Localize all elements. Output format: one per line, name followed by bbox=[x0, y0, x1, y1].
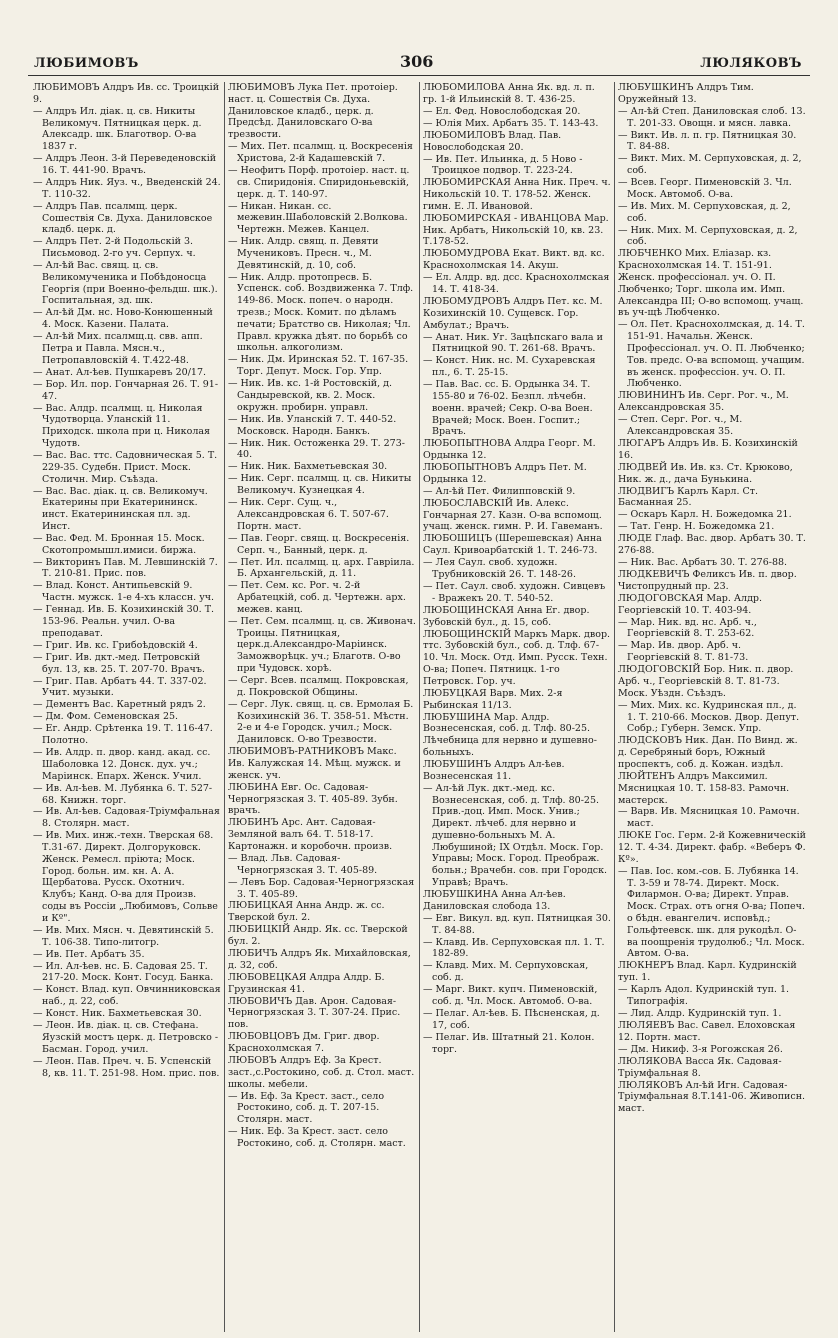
directory-entry: — Ив. Алдр. п. двор. канд. акад. сс. Шаболовка 12. Донск. дух. уч.; Маріинск. Епарх. Женск. Учил. bbox=[33, 747, 211, 782]
directory-entry: — Алдръ Леон. 3-й Переведеновскій 16. Т. 441-90. Врачъ. bbox=[33, 153, 217, 176]
directory-entry: — Евг. Викул. вд. куп. Пятницкая 30. Т. 84-88. bbox=[423, 912, 611, 936]
directory-entry: — Вас. Вас. діак. ц. св. Великомуч. Екатерины при Екатерининск. инст. Екатерининская пл. зд. Инст. bbox=[33, 485, 208, 532]
directory-entry: — Геннад. Ив. Б. Козихинскій 30. Т. 153-96. Реальн. учил. О-ва преподават. bbox=[33, 604, 215, 639]
directory-entry: ЛЮБОМУДРОВА Екат. Викт. вд. кс. Краснохолмская 14. Акуш. bbox=[423, 248, 605, 272]
directory-entry: — Бор. Ил. пор. Гончарная 26. Т. 91-47. bbox=[33, 378, 219, 402]
directory-entry: ЛЮБУШКИНА Анна Ал-ѣев. Даниловская слобода 13. bbox=[423, 889, 566, 912]
directory-entry: ЛЮБОМУДРОВЪ Алдръ Пет. кс. М. Козихинскій 10. Сущевск. Гор. Амбулат.; Врачъ. bbox=[423, 296, 603, 331]
directory-entry: — Пет. Сем. псалмщ. ц. св. Живонач. Троицы. Пятницкая, церк.д.Александро-Маріинск. Заможворѣцк. уч.; Благотв. О-во при Чудовск. хорѣ. bbox=[228, 615, 416, 675]
directory-entry: — Викторинъ Пав. М. Левшинскій 7. Т. 210-81. Прис. пов. bbox=[33, 556, 218, 580]
directory-entry: — Ник. Ив. Уланскій 7. Т. 440-52. Московск. Народн. Банкъ. bbox=[228, 413, 397, 437]
directory-entry: — Неофитъ Порф. протоіер. наст. ц. св. Спиридонія. Спиридоньевскій, церк. д. Т. 140-97. bbox=[228, 164, 410, 200]
directory-entry: ЛЮДСКОВЪ Ник. Дан. По Винд. ж. д. Серебряный боръ, Южный проспектъ, соб. д. Кожан. издѣл. bbox=[618, 735, 798, 770]
directory-entry: — Ал-ѣй Лук. дкт.-мед. кс. Вознесенская, соб. д. Тлф. 80-25. Прив.-доц. Имп. Моск. Унив.; Директ. лѣчеб. для нервно и душевно-больныхъ М. А. Любушиной; IX Отдѣл. Моск. Гор. Управы; Моск. Город. Преображ. больн.; Врачебн. сов. при Городск. Управѣ; Врачъ. bbox=[423, 782, 608, 889]
directory-entry: — Ник. Ник. Бахметьевская 30. bbox=[228, 461, 388, 473]
directory-entry: — Викт. Ив. л. п. гр. Пятницкая 30. Т. 84-88. bbox=[618, 129, 797, 153]
header-last-name: ЛЮЛЯКОВЪ bbox=[700, 56, 802, 71]
directory-entry: ЛЮБУШКИНЪ Алдръ Тим. Оружейный 13. bbox=[618, 82, 754, 105]
directory-entry: — Ел. Фед. Новослободская 20. bbox=[423, 105, 581, 117]
directory-entry: — Ник. Алдр. свящ. п. Девяти Мучениковъ. Пресн. ч., М. Девятинскій, д. 10, соб. bbox=[228, 236, 379, 271]
directory-entry: — Марг. Викт. купч. Пименовскій, соб. д. Чл. Моск. Автомоб. О-ва. bbox=[423, 984, 598, 1007]
directory-entry: — Влад. Конст. Антипьевскій 9. Частн. мужск. 1-е 4-хъ классн. уч. bbox=[33, 580, 215, 604]
directory-entry: — Ив. Мих. М. Серпуховская, д. 2, соб. bbox=[618, 200, 791, 224]
directory-entry: — Леон. Ив. діак. ц. св. Стефана. Яузскій мостъ церк. д. Петровско - Басман. Город. учил. bbox=[33, 1020, 219, 1055]
directory-entry: ЛЮДОГОВСКАЯ Мар. Алдр. Георгіевскій 10. Т. 403-94. bbox=[618, 592, 763, 616]
directory-entry: — Ег. Андр. Срѣтенка 19. Т. 116-47. Полотно. bbox=[33, 723, 213, 747]
directory-entry: — Ник. Ив. кс. 1-й Ростовскій, д. Сандыревской, кв. 2. Моск. окружн. пробирн. управл. bbox=[228, 378, 392, 413]
directory-entry: — Мар. Ив. двор. Арб. ч. Георгіевскій 8. Т. 81-73. bbox=[618, 640, 749, 664]
directory-entry: ЛЮБУЦКАЯ Варв. Мих. 2-я Рыбинская 11/13. bbox=[423, 687, 563, 711]
directory-entry: — Пет. Ил. псалмщ. ц. арх. Гавріила. Б. Архангельскій, д. 11. bbox=[228, 556, 415, 580]
directory-entry: — Никан. Никан. сс. межевин.Шаболовскій 2.Волкова. Чертежн. Межев. Канцел. bbox=[228, 200, 408, 236]
directory-entry: — Ел. Алдр. вд. дсс. Краснохолмская 14. Т. 418-34. bbox=[423, 272, 610, 296]
directory-entry: — Григ. Пав. Арбатъ 44. Т. 337-02. Учит. музыки. bbox=[33, 675, 207, 699]
directory-entry: — Викт. Мих. М. Серпуховская, д. 2, соб. bbox=[618, 153, 802, 177]
directory-entry: — Мар. Ник. вд. нс. Арб. ч., Георгіевскій 8. Т. 253-62. bbox=[618, 616, 757, 640]
directory-entry: ЛЮБОМИРСКАЯ - ИВАНЦОВА Мар. Ник. Арбатъ, Никольскій 10, кв. 23. Т.178-52. bbox=[423, 212, 609, 248]
directory-entry: — Ник. Дм. Иринская 52. Т. 167-35. Торг. Депут. Моск. Гор. Упр. bbox=[228, 354, 409, 378]
directory-entry: — Серг. Лук. свящ. ц. св. Ермолая Б. Козихинскій 36. Т. 358-51. Мѣстн. 2-е и 4-е Городск. учил.; Моск. Даниловск. О-во Трезвости. bbox=[228, 698, 414, 746]
directory-entry: — Алдръ Пав. псалмщ. церк. Сошествія Св. Духа. Даниловское кладб. церк. д. bbox=[33, 200, 213, 236]
directory-entry: ЛЮБИМОВЪ Алдръ Ив. сс. Троицкій 9. bbox=[33, 82, 220, 105]
directory-entry: — Ив. Ал-ѣев. Садовая-Тріумфальная 8. Столярн. маст. bbox=[33, 806, 220, 830]
directory-entry: — Ив. Еф. За Крест. заст., село Ростокино, соб. д. Т. 207-15. Столярн. маст. bbox=[228, 1090, 385, 1126]
header-first-name: ЛЮБИМОВЪ bbox=[34, 56, 139, 71]
directory-entry: — Ник. Мих. М. Серпуховская, д. 2, соб. bbox=[618, 224, 798, 248]
directory-entry: — Алдръ Ник. Яуз. ч., Введенскій 24. Т. 110-32. bbox=[33, 176, 221, 200]
directory-columns bbox=[30, 82, 810, 1332]
directory-entry: — Ник. Ник. Остоженка 29. Т. 273-40. bbox=[228, 437, 405, 461]
directory-entry: ЛЮЙТЕНЪ Алдръ Максимил. Мясницкая 10. Т. 158-83. Рамочн. мастерск. bbox=[618, 770, 790, 806]
directory-entry: — Вас. Фед. М. Бронная 15. Моск. Скотопромышл.имиси. биржа. bbox=[33, 532, 205, 556]
directory-entry: — Ал-ѣй Степ. Даниловская слоб. 13. Т. 201-33. Овощн. и мясн. лавка. bbox=[618, 105, 806, 129]
directory-entry: ЛЮБОВЦОВЪ Дм. Григ. двор. Краснохолмская 7. bbox=[228, 1031, 380, 1054]
directory-entry: ЛЮВИНИНЪ Ив. Серг. Рог. ч., М. Александровская 35. bbox=[618, 390, 789, 414]
directory-entry: — Пет. Сем. кс. Рог. ч. 2-й Арбатецкій, соб. д. Чертежн. арх. межев. канц. bbox=[228, 580, 406, 615]
column-4 bbox=[615, 82, 810, 1332]
directory-entry: — Анат. Ник. Уг. Зацѣпскаго вала и Пятницкой 90. Т. 261-68. Врачъ. bbox=[423, 331, 603, 355]
directory-entry: — Ник. Серг. Сущ. ч., Александровская 6. Т. 507-67. Портн. маст. bbox=[228, 497, 389, 532]
directory-entry: — Ал-ѣй Пет. Филипповскій 9. bbox=[423, 485, 576, 497]
directory-entry: ЛЮКЕ Гос. Герм. 2-й Кожевническій 12. Т. 4-34. Директ. фабр. «Веберъ Ф. Кº». bbox=[618, 830, 806, 865]
directory-entry: — Клавд. Мих. М. Серпуховская, соб. д. bbox=[423, 960, 589, 984]
directory-entry: — Ив. Пет. Ильинка, д. 5 Ново - Троицкое подвор. Т. 223-24. bbox=[423, 153, 583, 177]
directory-entry: ЛЮБОПЫТНОВЪ Алдръ Пет. М. Ордынка 12. bbox=[423, 462, 587, 485]
directory-entry: ЛЮБОСЛАВСКІЙ Ив. Алекс. Гончарная 27. Казн. О-ва вспомощ. учащ. женск. гимн. Р. И. Гавеманъ. bbox=[423, 497, 603, 533]
directory-entry: — Мих. Мих. кс. Кудринская пл., д. 1. Т. 210-66. Москов. Двор. Депут. Собр.; Губерн. Земск. Упр. bbox=[618, 699, 800, 735]
directory-entry: ЛЮБИЧЪ Алдръ Як. Михайловская, д. 32, соб. bbox=[228, 948, 411, 971]
directory-entry: ЛЮГАРЪ Алдръ Ив. Б. Козихинскій 16. bbox=[618, 437, 798, 461]
directory-entry: — Тат. Генр. Н. Божедомка 21. bbox=[618, 521, 775, 533]
directory-entry: — Ник. Вас. Арбатъ 30. Т. 276-88. bbox=[618, 557, 788, 569]
directory-entry: — Клавд. Ив. Серпуховская пл. 1. Т. 182-89. bbox=[423, 936, 605, 960]
directory-entry: — Лид. Алдр. Кудринскій туп. 1. bbox=[618, 1007, 782, 1019]
column-2 bbox=[225, 82, 420, 1332]
directory-entry: ЛЮБОЩИНСКІЙ Маркъ Марк. двор. ттс. Зубовскій бул., соб. д. Тлф. 67-10. Чл. Моск. Отд. Имп. Русск. Техн. О-ва; Попеч. Пятницк. 1-го Петровск. Гор. уч. bbox=[423, 628, 611, 687]
directory-entry: ЛЮБОЩИНСКАЯ Анна Ег. двор. Зубовскій бул., д. 15, соб. bbox=[423, 604, 590, 628]
directory-entry: — Мих. Пет. псалмщ. ц. Воскресенія Христова, 2-й Кадашевскій 7. bbox=[228, 141, 413, 164]
directory-entry: ЛЮБЧЕНКО Мих. Еліазар. кз. Краснохолмская 14. Т. 151-91. Женск. профессіонал. уч. О. П. Любченко; Торг. школа им. Имп. Александра III; О-во вспомощ. учащ. въ уч-щѣ Любченко. bbox=[618, 248, 804, 319]
directory-entry: ЛЮДОГОВСКІЙ Бор. Ник. п. двор. Арб. ч., Георгіевскій 8. Т. 81-73. Моск. Уѣздн. Съѣздъ. bbox=[618, 664, 794, 699]
directory-entry: ЛЮБОПЫТНОВА Алдра Георг. М. Ордынка 12. bbox=[423, 438, 596, 462]
directory-entry: — Вас. Алдр. псалмщ. ц. Николая Чудотворца. Уланскій 11. Приходск. школа при ц. Николая Чудотв. bbox=[33, 402, 211, 449]
page-number: 306 bbox=[400, 52, 434, 71]
directory-entry: ЛЮБОМИЛОВА Анна Як. вд. л. п. гр. 1-й Ильинскій 8. Т. 436-25. bbox=[423, 82, 595, 105]
directory-entry: — Юлія Мих. Арбатъ 35. Т. 143-43. bbox=[423, 117, 599, 129]
directory-entry: — Пелаг. Ал-ѣев. Б. Пѣсненская, д. 17, соб. bbox=[423, 1007, 600, 1031]
directory-entry: ЛЮБОМИЛОВЪ Влад. Пав. Новослободская 20. bbox=[423, 129, 562, 153]
directory-entry: — Ил. Ал-ѣев. нс. Б. Садовая 25. Т. 217-20. Моск. Конт. Госуд. Банка. bbox=[33, 960, 214, 984]
directory-entry: ЛЮБУШИНЪ Алдръ Ал-ѣев. Вознесенская 11. bbox=[423, 758, 565, 782]
directory-entry: — Влад. Льв. Садовая-Черногрязская 3. Т. 405-89. bbox=[228, 852, 378, 876]
directory-entry: — Левъ Бор. Садовая-Черногрязская 3. Т. 405-89. bbox=[228, 876, 415, 900]
directory-entry: — Всев. Георг. Пименовскій 3. Чл. Моск. Автомоб. О-ва. bbox=[618, 177, 792, 200]
directory-entry: ЛЮБИЦКАЯ Анна Андр. ж. сс. Тверской бул. 2. bbox=[228, 900, 385, 924]
directory-entry: ЛЮБИМОВЪ-РАТНИКОВЪ Макс. Ив. Калужская 14. Мѣщ. мужск. и женск. уч. bbox=[228, 746, 401, 781]
page-header bbox=[0, 0, 838, 88]
directory-entry: — Оскаръ Карл. Н. Божедомка 21. bbox=[618, 509, 792, 521]
directory-entry: ЛЮДВЕЙ Ив. Ив. кз. Ст. Крюково, Ник. ж. д., дача Бунькина. bbox=[618, 461, 793, 485]
directory-entry: — Леон. Пав. Преч. ч. Б. Успенскій 8, кв. 11. Т. 251-98. Ном. прис. пов. bbox=[33, 1055, 220, 1079]
directory-entry: — Анат. Ал-ѣев. Пушкаревъ 20/17. bbox=[33, 366, 207, 378]
directory-entry: ЛЮБОВЪ Алдръ Еф. За Крест. заст.,с.Ростокино, соб. д. Стол. маст. школы. мебели. bbox=[228, 1054, 415, 1090]
directory-entry: ЛЮБИНА Евг. Ос. Садовая-Черногрязская 3. Т. 405-89. Зубн. врачъ. bbox=[228, 781, 398, 817]
directory-entry: ЛЮДКЕВИЧЪ Феликсъ Ив. п. двор. Чистопрудный пр. 23. bbox=[618, 569, 797, 592]
directory-entry: — Серг. Всев. псалмщ. Покровская, д. Покровской Общины. bbox=[228, 675, 409, 698]
directory-entry: ЛЮБОВИЧЪ Дав. Арон. Садовая-Черногрязская 3. Т. 307-24. Прис. пов. bbox=[228, 995, 401, 1031]
column-1 bbox=[30, 82, 225, 1332]
directory-entry: ЛЮБОШИЦЪ (Шерешевская) Анна Саул. Кривоарбатскій 1. Т. 246-73. bbox=[423, 533, 602, 557]
directory-entry: — Дементъ Вас. Каретный рядъ 2. bbox=[33, 699, 206, 711]
directory-entry: ЛЮБУШИНА Мар. Алдр. Вознесенская, соб. д. Тлф. 80-25. Лѣчебница для нервно и душевно-больныхъ. bbox=[423, 711, 597, 758]
directory-entry: — Пав. Георг. свящ. ц. Воскресенія. Серп. ч., Банный, церк. д. bbox=[228, 532, 410, 556]
directory-entry: — Ив. Мих. Мясн. ч. Девятинскій 5. Т. 106-38. Типо-литогр. bbox=[33, 924, 214, 948]
directory-entry: — Пет. Саул. своб. художн. Сивцевъ - Вражекъ 20. Т. 540-52. bbox=[423, 581, 606, 604]
directory-entry: — Степ. Серг. Рог. ч., М. Александровская 35. bbox=[618, 414, 743, 437]
directory-entry: — Конст. Ник. нс. М. Сухаревская пл., 6. Т. 25-15. bbox=[423, 355, 596, 379]
directory-entry: — Ал-ѣй Дм. нс. Ново-Конюшенный 4. Моск. Казени. Палата. bbox=[33, 307, 213, 331]
header-rule bbox=[28, 75, 810, 76]
directory-entry: — Ал-ѣй Мих. псалмщ.ц. свв. апп. Петра и Павла. Мясн.ч., Петропавловскій 4. Т.422-48. bbox=[33, 331, 203, 366]
directory-entry: — Григ. Ив. кс. Грибоѣдовскій 4. bbox=[33, 639, 198, 651]
directory-entry: — Григ. Ив. дкт.-мед. Петровскій бул. 13, кв. 25. Т. 207-70. Врачъ. bbox=[33, 651, 205, 675]
column-3 bbox=[420, 82, 615, 1332]
directory-entry: — Конст. Влад. куп. Овчинниковская наб., д. 22, соб. bbox=[33, 984, 221, 1008]
directory-entry: ЛЮДЕ Глаф. Вас. двор. Арбатъ 30. Т. 276-88. bbox=[618, 533, 806, 557]
directory-entry: ЛЮДВИГЪ Карлъ Карл. Ст. Басманная 25. bbox=[618, 485, 759, 509]
directory-entry: — Лея Саул. своб. художн. Трубниковскій 26. Т. 148-26. bbox=[423, 557, 576, 581]
directory-entry: ЛЮБИЦКІЙ Андр. Як. сс. Тверской бул. 2. bbox=[228, 924, 408, 948]
directory-entry: ЛЮКНЕРЪ Влад. Карл. Кудринскій туп. 1. bbox=[618, 960, 797, 984]
directory-entry: — Пав. Вас. сс. Б. Ордынка 34. Т. 155-80 и 76-02. Безпл. лѣчебн. военн. врачей; Секр. О-ва Воен. Врачей; Моск. Воен. Госпит.; Врачъ. bbox=[423, 379, 593, 438]
directory-entry: — Вас. Вас. ттс. Садовническая 5. Т. 229-35. Судебн. Прист. Моск. Столичн. Мир. Съѣзда. bbox=[33, 449, 218, 485]
directory-entry: — Конст. Ник. Бахметьевская 30. bbox=[33, 1008, 202, 1020]
directory-entry: — Ив. Ал-ѣев. М. Лубянка 6. Т. 527-68. Книжн. торг. bbox=[33, 782, 213, 806]
directory-entry: ЛЮЛЯЕВЪ Вас. Савел. Елоховская 12. Портн. маст. bbox=[618, 1019, 796, 1043]
directory-entry: — Варв. Ив. Мясницкая 10. Рамочн. маст. bbox=[618, 806, 800, 830]
directory-entry: — Алдръ Ил. діак. ц. св. Никиты Великомуч. Пятницкая церк. д. Алексадр. шк. Благотвор. О-ва 1837 г. bbox=[33, 105, 202, 153]
directory-entry: — Ив. Мих. инж.-техн. Тверская 68. Т.31-67. Директ. Долгоруковск. Женск. Ремесл. пріюта; Моск. Город. больн. им. кн. А. А. Щербатова. Русск. Охотнич. Клубъ; Канд. О-ва для Произв. соды въ Россіи „Любимовъ, Сольве и Кº". bbox=[33, 830, 218, 924]
directory-entry: — Пелаг. Ив. Штатный 21. Колон. торг. bbox=[423, 1031, 595, 1055]
directory-entry: ЛЮЛЯКОВЪ Ал-ѣй Игн. Садовая-Тріумфальная 8.Т.141-06. Живописн. маст. bbox=[618, 1079, 806, 1115]
directory-entry: — Ал-ѣй Вас. свящ. ц. св. Великомученика и Побѣдоносца Георгія (при Военно-фельдш. шк.). Госпитальная, зд. шк. bbox=[33, 260, 218, 307]
directory-entry: ЛЮБИНЪ Арс. Ант. Садовая-Земляной валъ 64. Т. 518-17. Картонажн. и коробочн. произв. bbox=[228, 817, 393, 852]
directory-entry: — Алдръ Пет. 2-й Подольскій 3. Письмовод. 2-го уч. Серпух. ч. bbox=[33, 236, 196, 260]
directory-entry: ЛЮБОМИРСКАЯ Анна Ник. Преч. ч. Никольскій 10. Т. 178-52. Женск. гимн. Е. Л. Ивановой. bbox=[423, 177, 611, 212]
directory-entry: — Карлъ Адол. Кудринскій туп. 1. Типографія. bbox=[618, 984, 790, 1007]
directory-entry: ЛЮБОВЕЦКАЯ Алдра Алдр. Б. Грузинская 41. bbox=[228, 971, 385, 995]
directory-entry: — Дм. Никиф. 3-я Рогожская 26. bbox=[618, 1043, 783, 1055]
directory-entry: — Ник. Алдр. протопресв. Б. Успенск. соб. Воздвиженка 7. Тлф. 149-86. Моск. попеч. о народн. трезв.; Моск. Комит. по дѣламъ печати; Братство св. Николая; Чл. Правл. кружка дѣят. по борьбѣ со школьн. алкоголизм. bbox=[228, 271, 414, 354]
directory-entry: ЛЮБИМОВЪ Лука Пет. протоіер. наст. ц. Сошествія Св. Духа. Даниловское кладб., церк. д. Предсѣд. Даниловскаго О-ва трезвости. bbox=[228, 82, 398, 141]
directory-entry: — Ив. Пет. Арбатъ 35. bbox=[33, 948, 145, 960]
directory-entry: ЛЮЛЯКОВА Васса Як. Садовая-Тріумфальная 8. bbox=[618, 1055, 782, 1079]
directory-entry: — Ник. Серг. псалмщ. ц. св. Никиты Великомуч. Кузнецкая 4. bbox=[228, 473, 412, 497]
directory-entry: — Дм. Фом. Семеновская 25. bbox=[33, 711, 179, 723]
directory-entry: — Ник. Еф. За Крест. заст. село Ростокино, соб. д. Столярн. маст. bbox=[228, 1126, 406, 1149]
directory-entry: — Ол. Пет. Краснохолмская, д. 14. Т. 151-91. Начальн. Женск. Профессіонал. уч. О. П. Любченко; Тов. предс. О-ва вспомощ. учащим. въ женск. профессіон. уч. О. П. Любченко. bbox=[618, 319, 805, 390]
directory-entry: — Пав. Іос. ком.-сов. Б. Лубянка 14. Т. 3-59 и 78-74. Директ. Моск. Филармон. О-ва; Директ. Управ. Моск. Страх. отъ огня О-ва; Попеч. о бѣдн. евангелич. исповѣд.; Гольфтеевск. шк. для рукодѣл. О-ва поощренія трудолюб.; Чл. Моск. Автом. О-ва. bbox=[618, 865, 805, 960]
